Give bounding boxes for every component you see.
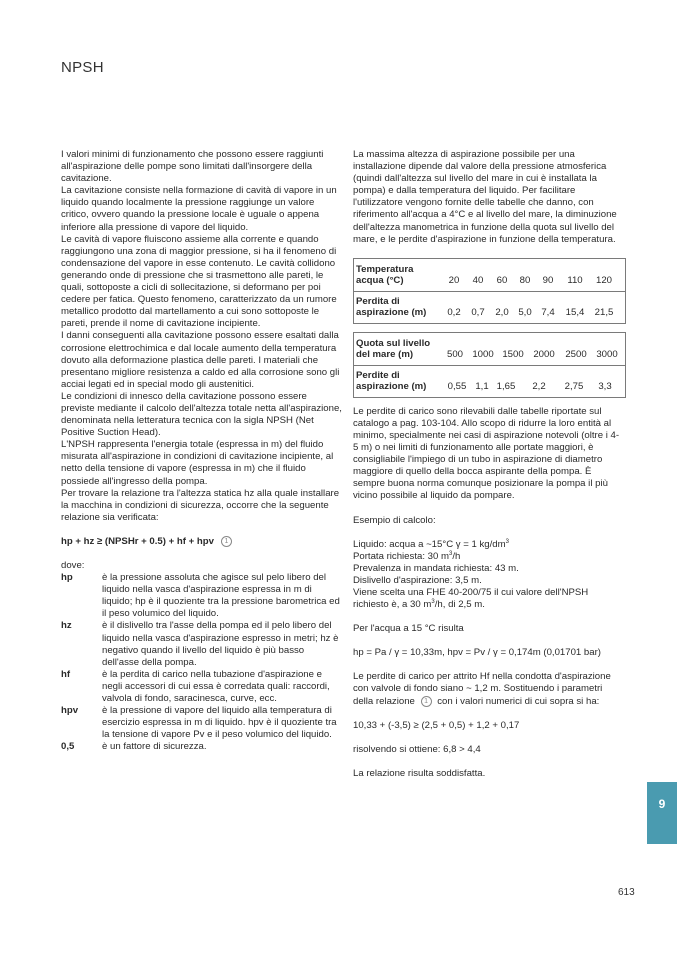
table-cell: 2500 — [565, 348, 587, 360]
result-line: risolvendo si ottiene: 6,8 > 4,4 — [353, 743, 481, 755]
temperature-table — [353, 258, 626, 324]
def-desc: è il dislivello tra l'asse della pompa ed il pelo libero del liquido nella vasca d'aspirazione espresso in metri; hz è negativo quando il livello del liquido è più basso dell'asse della pompa. — [102, 620, 339, 668]
paragraph: I valori minimi di funzionamento che possono essere raggiunti all'aspirazione delle pompe sono limitati dall'insorgere della cavitazione. — [61, 149, 324, 185]
def-term: hz — [61, 620, 72, 632]
table-cell: 500 — [446, 348, 463, 360]
def-desc: è la perdita di carico nella tubazione d'aspirazione e negli accessori di cui essa è corredata quali: raccordi, valvola di fondo, saracinesca, curve, ecc. — [102, 668, 330, 705]
table-row — [354, 259, 625, 291]
table-cell: 60 — [496, 274, 508, 286]
row-header: Perdita di aspirazione (m) — [356, 295, 427, 319]
row-header: Quota sul livello del mare (m) — [356, 337, 431, 361]
table-cell: 5,0 — [518, 306, 532, 318]
table-cell: 2,2 — [532, 380, 546, 392]
equation: hp = Pa / γ = 10,33m, hpv = Pv / γ = 0,174m (0,01701 bar) — [353, 647, 601, 659]
def-term: hpv — [61, 705, 79, 717]
table-cell: 21,5 — [594, 306, 614, 318]
paragraph — [353, 671, 623, 707]
paragraph: Le cavità di vapore fluiscono assieme alla corrente e quando raggiungono una zona di maggior pressione, si ha il fenomeno di condensazione del vapore in esse contenuto. Le cavità collidono generando onde di pressione che si trasmettono alle pareti, le quali, sottoposte a cicli di sollecitazione, si deformano per poi cedere per fatica. Questo fenomeno, caratterizzato da un rumore metallico prodotto dal martellamento a cui sono sottoposte le pareti, prende il nome di cavitazione incipiente. — [61, 233, 337, 330]
row-header: Temperatura acqua (°C) — [356, 263, 414, 287]
def-desc: è un fattore di sicurezza. — [102, 741, 207, 753]
table-cell: 0,2 — [447, 306, 461, 318]
table-cell: 1,65 — [496, 380, 516, 392]
left-column — [61, 149, 343, 754]
example-line — [353, 551, 623, 563]
table-cell: 80 — [519, 274, 531, 286]
example-line — [353, 587, 623, 611]
table-cell: 2,75 — [564, 380, 584, 392]
paragraph: Le condizioni di innesco della cavitazione possono essere previste mediante il calcolo dell'altezza totale netta all'aspirazione, denominata nella letteratura tecnica con la sigla NPSH (Net Positive Suction Head). — [61, 390, 342, 439]
paragraph: I danni conseguenti alla cavitazione possono essere esaltati dalla corrosione elettrochimica e dal locale aumento della temperatura dovuto alla deformazione plastica delle pareti. I materiali che presentano migliore resistenza a caldo ed alla corrosione sono gli acciai legati ed in special modo gli austenitici. — [61, 330, 340, 390]
formula-ref-icon: 1 — [421, 696, 432, 707]
superscript: 3 — [448, 550, 453, 557]
example-title: Esempio di calcolo: — [353, 514, 436, 526]
def-term: hp — [61, 572, 73, 584]
page-number: 613 — [618, 887, 635, 898]
table-cell: 20 — [448, 274, 460, 286]
paragraph: La massima altezza di aspirazione possibile per una installazione dipende dal valore della pressione atmosferica (quindi dall'altezza sul livello del mare in cui è installata la pompa) e dalla temperatura del liquido. Per facilitare l'utilizzatore vengono fornite delle tabelle che danno, con riferimento all'acqua a 4°C e al livello del mare, la diminuzione dell'altezza manometrica in funzione della quota sul livello del mare, e le perdite d'aspirazione in funzione della temperatura. — [353, 149, 617, 245]
table-cell: 0,55 — [447, 380, 467, 392]
example-text: Portata richiesta: 30 m — [353, 550, 449, 562]
table-cell: 110 — [567, 274, 583, 286]
definitions-list — [61, 572, 343, 753]
altitude-table — [353, 332, 626, 398]
table-cell: 15,4 — [565, 306, 585, 318]
section-tab-label: 9 — [658, 797, 666, 811]
example-line: Dislivello d'aspirazione: 3,5 m. — [353, 574, 482, 586]
table-cell: 7,4 — [541, 306, 555, 318]
row-values — [442, 307, 622, 319]
conclusion-line: La relazione risulta soddisfatta. — [353, 767, 486, 779]
table-cell: 1000 — [472, 348, 494, 360]
row-values — [442, 381, 622, 393]
example-text: Viene scelta una FHE 40-200/75 il cui valore dell'NPSH richiesto è, a 30 m — [353, 586, 589, 611]
page-title: NPSH — [61, 59, 104, 76]
definitions-intro: dove: — [61, 560, 85, 571]
paragraph-text: Le perdite di carico per attrito Hf nella condotta d'aspirazione con valvole di fondo siano ~ 1,2 m. Sostituendo i parametri della relazione — [353, 671, 611, 707]
paragraph: Per trovare la relazione tra l'altezza statica hz alla quale installare la macchina in condizioni di sicurezza, occorre che la seguente relazione sia verificata: — [61, 487, 340, 523]
formula-ref-icon: 1 — [221, 536, 232, 547]
formula-text: hp + hz ≥ (NPSHr + 0.5) + hf + hpv — [61, 535, 214, 547]
table-cell: 120 — [595, 274, 612, 286]
superscript: 3 — [505, 538, 509, 545]
equation: 10,33 + (-3,5) ≥ (2,5 + 0,5) + 1,2 + 0,17 — [353, 719, 520, 731]
table-row — [354, 291, 625, 323]
section-tab — [647, 782, 677, 844]
table-cell: 3000 — [596, 348, 618, 360]
paragraph: L'NPSH rappresenta l'energia totale (espressa in m) del fluido misurata all'aspirazione in condizioni di cavitazione incipiente, al netto della tensione di vapore (espressa in m) che il fluido possiede all'ingresso della pompa. — [61, 439, 334, 487]
table-row — [354, 333, 625, 365]
example-line: Per l'acqua a 15 °C risulta — [353, 623, 464, 635]
table-cell: 0,7 — [471, 306, 485, 318]
right-column — [353, 149, 623, 780]
example-text: /h, di 2,5 m. — [434, 599, 485, 611]
paragraph-text: con i valori numerici di cui sopra si ha: — [437, 695, 600, 707]
def-term: 0,5 — [61, 741, 75, 753]
row-values — [442, 275, 622, 287]
table-cell: 40 — [472, 274, 484, 286]
example-line: Prevalenza in mandata richiesta: 43 m. — [353, 562, 519, 574]
example-line — [353, 539, 623, 551]
def-desc: è la pressione di vapore del liquido alla temperatura di esercizio espressa in m di liquido. hpv è il quoziente tra la tensione di vapore Pv e il peso volumico del liquido. — [102, 705, 337, 741]
paragraph: Le perdite di carico sono rilevabili dalle tabelle riportate sul catalogo a pag. 103-104. Allo scopo di ridurre la loro entità al minimo, specialmente nei casi di aspirazione notevoli (oltre i 4-5 m) o nei limiti di funzionamento alle portate maggiori, è consigliabile l'impiego di un tubo in aspirazione di diametro maggiore di quello della bocca aspirante della pompa. È sempre buona norma comunque posizionare la pompa il più vicino possibile al liquido da pompare. — [353, 405, 620, 502]
superscript: 3 — [431, 598, 435, 605]
def-desc: è la pressione assoluta che agisce sul pelo libero del liquido nella vasca d'aspirazione espressa in m di liquido; hp è il quoziente tra la pressione barometrica ed il peso volumico del liquido. — [102, 572, 340, 620]
table-cell: 90 — [542, 274, 554, 286]
row-values — [442, 349, 622, 361]
paragraph: La cavitazione consiste nella formazione di cavità di vapore in un liquido quando localmente la pressione raggiunge un valore critico, ovvero quando la pressione locale è uguale o appena inferiore alla pressione di vapore del liquido. — [61, 185, 337, 233]
table-cell: 1500 — [502, 348, 524, 360]
table-cell: 1,1 — [475, 380, 489, 392]
table-row — [354, 365, 625, 397]
example-text: /h — [452, 550, 461, 562]
row-header: Perdite di aspirazione (m) — [356, 369, 427, 393]
table-cell: 2000 — [533, 348, 555, 360]
table-cell: 3,3 — [598, 380, 612, 392]
table-cell: 2,0 — [495, 306, 509, 318]
example-text: Liquido: acqua a ~15°C γ = 1 kg/dm — [353, 538, 506, 550]
npsh-formula — [61, 536, 343, 548]
def-term: hf — [61, 668, 71, 680]
